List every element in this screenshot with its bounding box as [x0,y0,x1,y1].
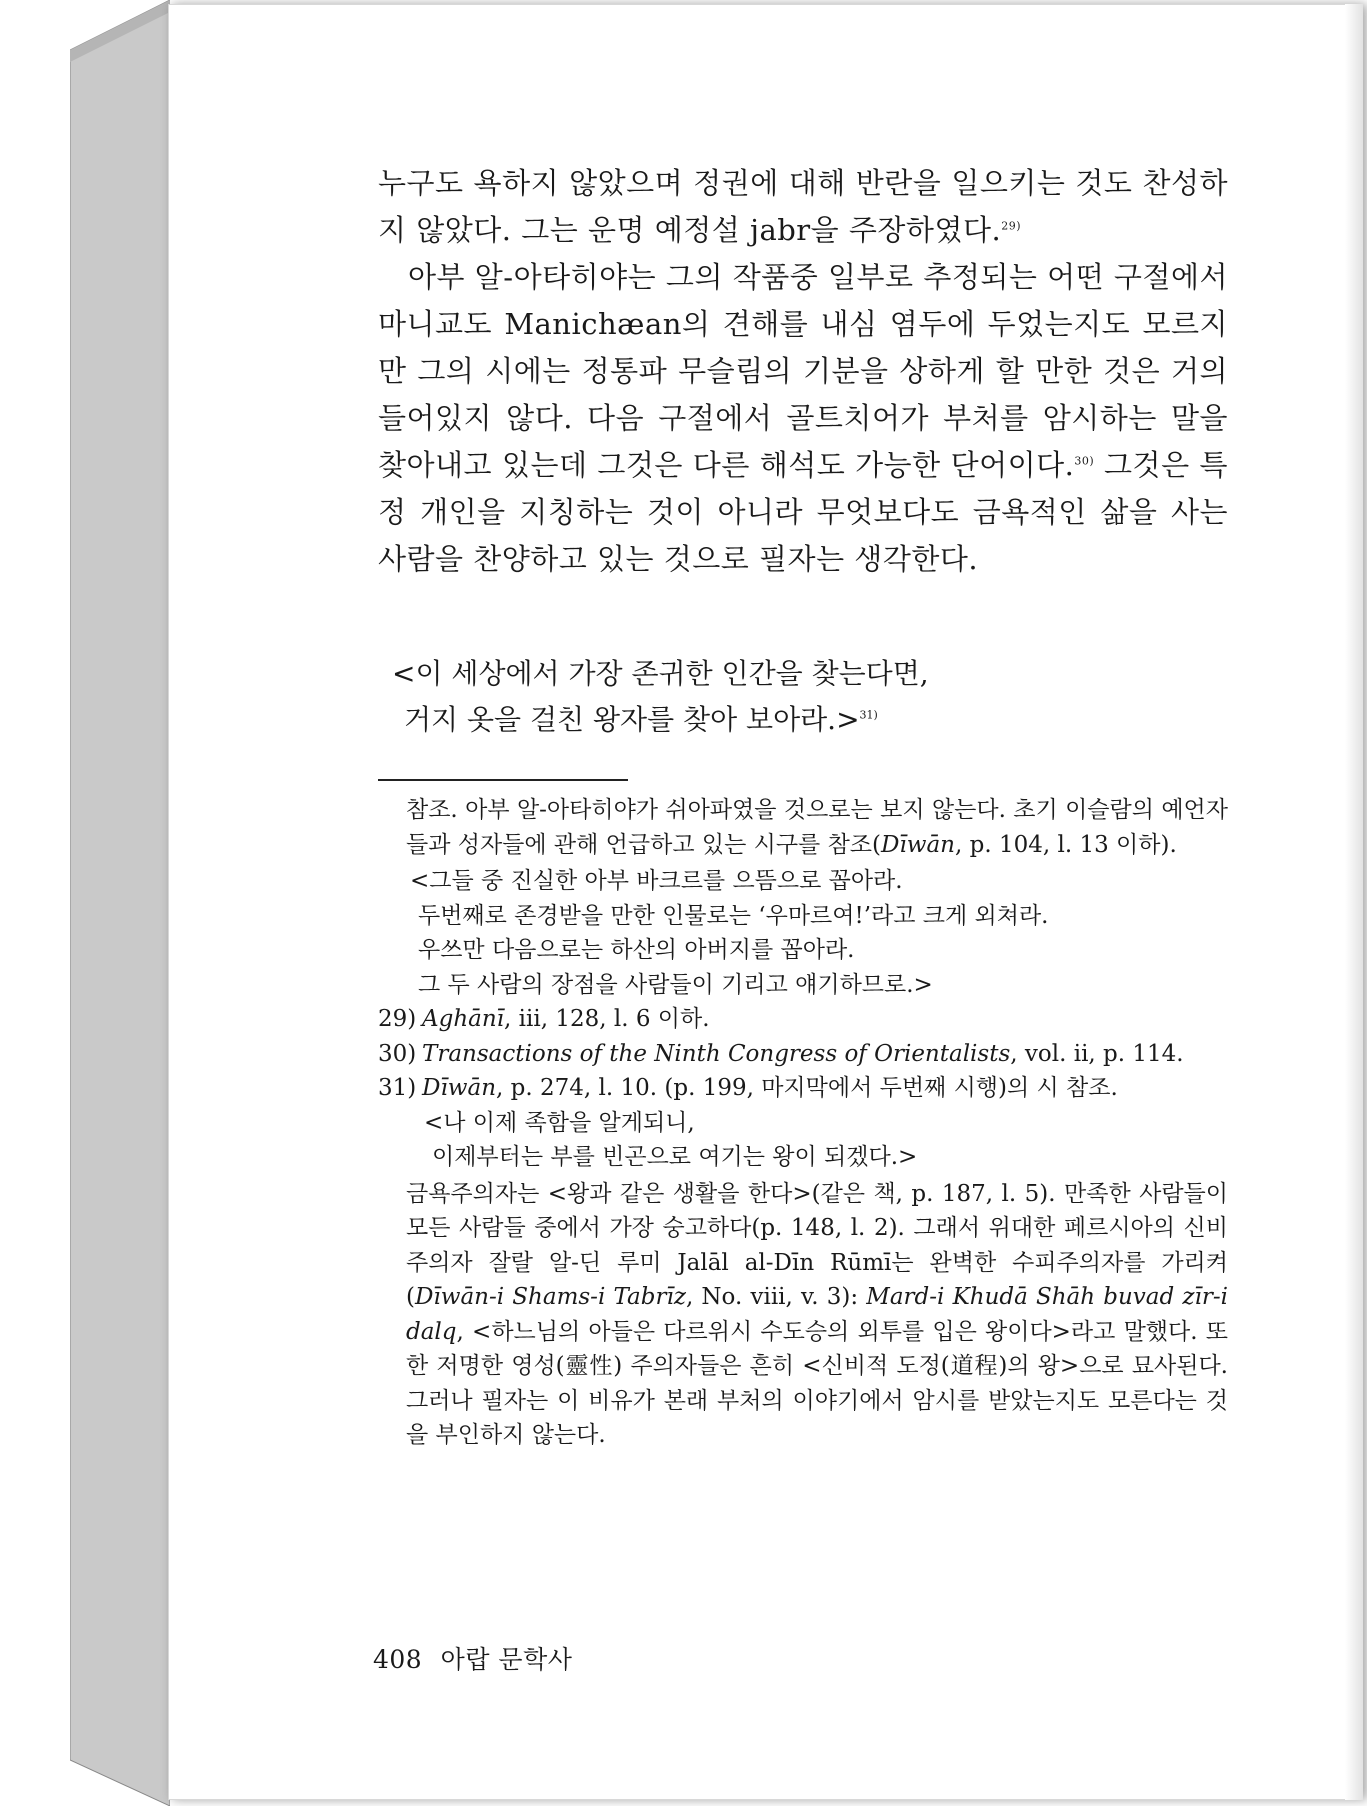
footnote-30: 30) Transactions of the Ninth Congress of Orientalists, vol. ii, p. 114. [378,1037,1228,1072]
footnote-continuation: 참조. 아부 알-아타히야가 쉬아파였을 것으로는 보지 않는다. 초기 이슬람의 예언자들과 성자들에 관해 언급하고 있는 시구를 참조(Dīwān, p. 104, l. 13 이하). [406,797,1228,858]
footnote-31-continuation: 금욕주의자는 <왕과 같은 생활을 한다>(같은 책, p. 187, l. 5). 만족한 사람들이 모든 사람들 중에서 가장 숭고하다(p. 148, l. 2). 그래서 위대한 페르시아의 신비주의자 잘랄 알-딘 루미 Jalāl al-Dīn Rūmī는 완벽한 수피주의자를 가리켜(Dīwān-i Shams-i Tabrīz, No. viii, v. 3): Mard-i Khudā Shāh buvad zīr-i dalq, <하느님의 아들은 다르위시 수도승의 외투를 입은 왕이다>라고 말했다. 또한 저명한 영성(靈性) 주의자들은 흔히 <신비적 도정(道程)의 왕>으로 묘사된다. 그러나 필자는 이 비유가 본래 부처의 이야기에서 암시를 받았는지도 모른다는 것을 부인하지 않는다. [406,1180,1228,1448]
paragraph-1: 누구도 욕하지 않았으며 정권에 대해 반란을 일으키는 것도 찬성하지 않았다. 그는 운명 예정설 jabr을 주장하였다.$^{29)}$ [378,166,1228,247]
poem-line: <나 이제 족함을 알게되니, [424,1109,695,1136]
quote-line-2: 거지 옷을 걸친 왕자를 찾아 보아라.>$^{31)}$ [404,703,878,736]
footnotes [378,793,1228,1453]
footnote-number: 29) [378,1006,417,1032]
footnote-number: 30) [378,1040,417,1067]
footnote-divider [378,779,628,781]
poem-line: 그 두 사람의 장점을 사람들이 기리고 얘기하므로.> [418,971,933,998]
main-text [378,160,1228,583]
footnote-29: 29) Aghānī, iii, 128, l. 6 이하. [378,1002,1228,1037]
page-number: 408 [373,1645,423,1674]
footnote-ref-30[interactable]: 30) [1074,454,1095,468]
page-edge [1345,4,1363,1800]
footnote-31-poem [424,1106,1228,1175]
poem-line: 두번째로 존경받을 만한 인물로는 ‘우마르여!’라고 크게 외쳐라. [418,902,1049,929]
footnote-ref-31[interactable]: 31) [859,708,878,722]
poem-line: <그들 중 진실한 아부 바크르를 으뜸으로 꼽아라. [410,868,903,894]
page-content [378,160,1228,1453]
quote-line-1: <이 세상에서 가장 존귀한 인간을 찾는다면, [392,657,929,690]
poem-line: 우쓰만 다음으로는 하산의 아버지를 꼽아라. [418,937,855,963]
poem-line: 이제부터는 부를 빈곤으로 여기는 왕이 되겠다.> [432,1144,918,1170]
footnote-31: 31) Dīwān, p. 274, l. 10. (p. 199, 마지막에서 두번째 시행)의 시 참조. [378,1071,1228,1106]
block-quote [392,651,1228,743]
footnote-number: 31) [378,1075,417,1101]
page-footer [373,1640,572,1676]
book-spine [70,0,170,1806]
book-page [168,4,1363,1800]
paragraph-2: 아부 알-아타히야는 그의 작품중 일부로 추정되는 어떤 구절에서 마니교도 Manichæan의 견해를 내심 염두에 두었는지도 모르지만 그의 시에는 정통파 무슬림의 기분을 상하게 할 만한 것은 거의 들어있지 않다. 다음 구절에서 골트치어가 부처를 암시하는 말을 찾아내고 있는데 그것은 다른 해석도 가능한 단어이다.$^{30)}$ 그것은 특정 개인을 지칭하는 것이 아니라 무엇보다도 금욕적인 삶을 사는 사람을 찬양하고 있는 것으로 필자는 생각한다. [378,260,1228,576]
footnote-ref-29[interactable]: 29) [1001,219,1021,233]
footnote-poem [410,864,1228,1002]
running-title: 아랍 문학사 [440,1645,573,1674]
